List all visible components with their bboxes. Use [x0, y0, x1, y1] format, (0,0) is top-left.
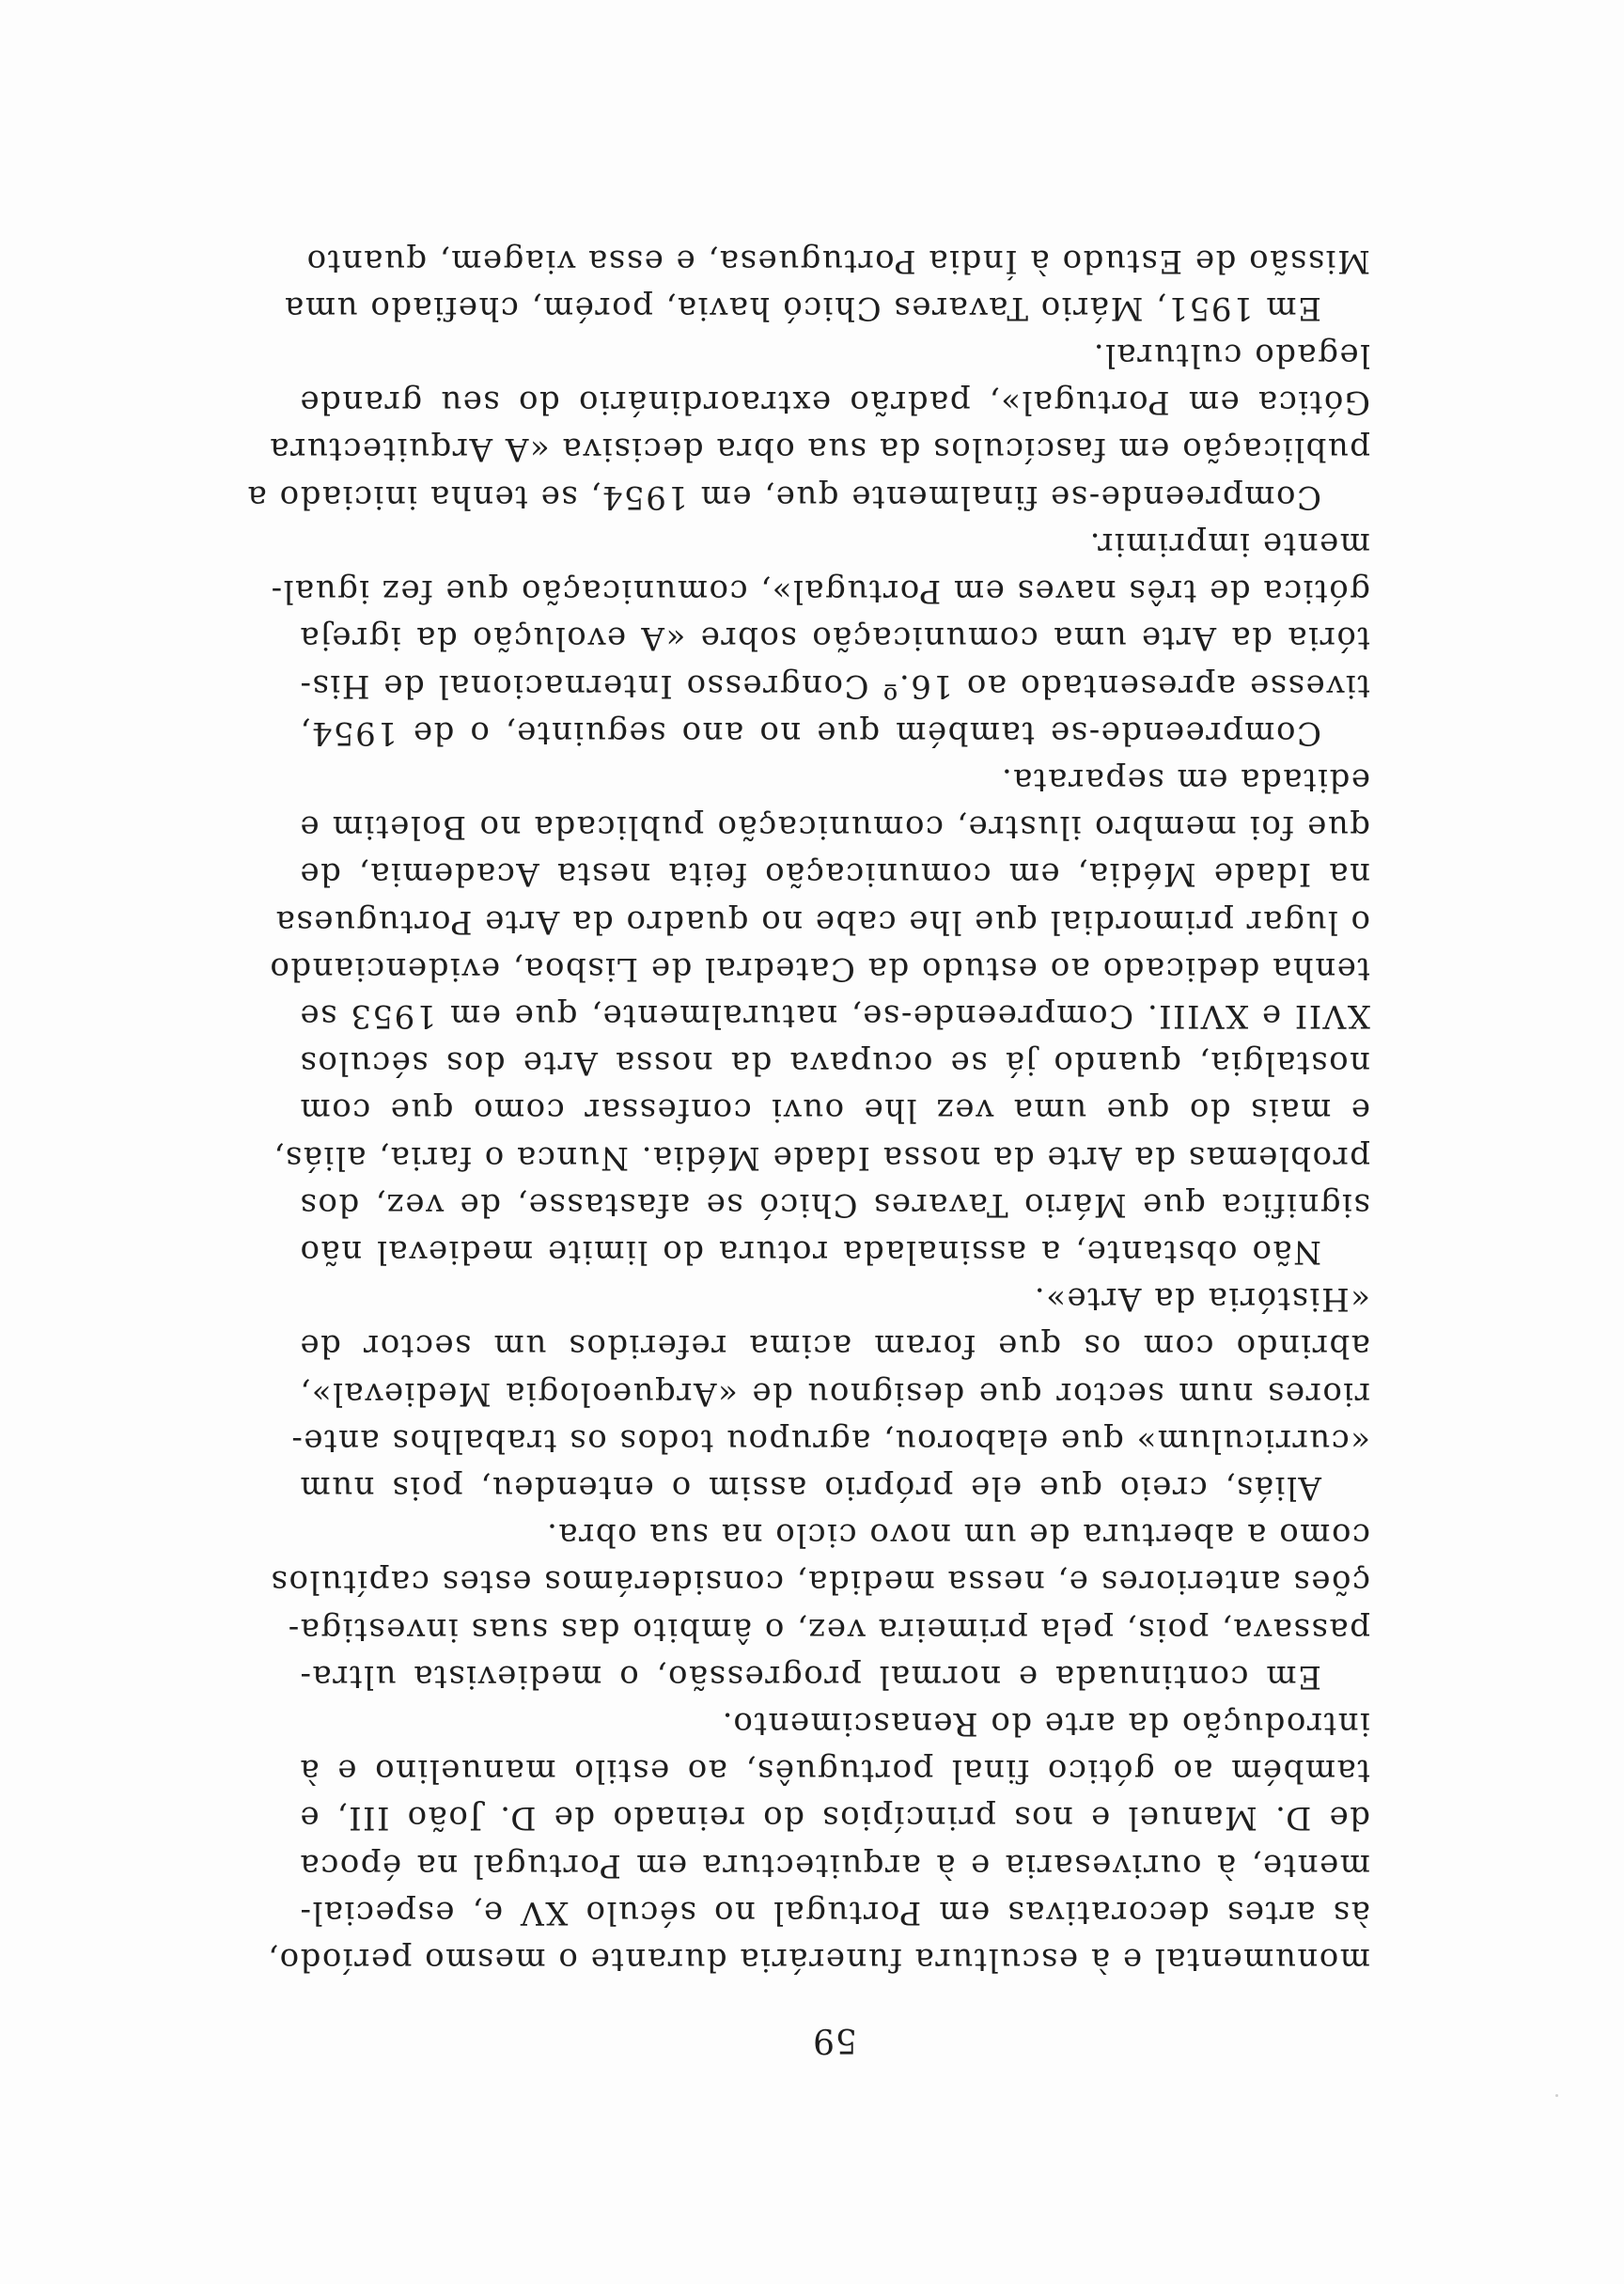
rotated-text-block [246, 242, 1370, 2068]
paragraph [246, 332, 1370, 521]
text-line: Não obstante, a assinalada rotura do limite medieval não [299, 1232, 1321, 1271]
paragraph [270, 1511, 1370, 1700]
text-line: Aliás, creio que ele próprio assim o entendeu, pois num [299, 1468, 1321, 1507]
text-line: legado cultural. [1092, 336, 1370, 375]
text-line: «curriculum» que elaborou, agrupou todos os trabalhos ante- [289, 1421, 1370, 1460]
text-line: ções anteriores e, nessa medida, considerámos estes capítulos [270, 1563, 1370, 1602]
text-line: significa que Mário Tavares Chicó se afastasse, de vez, dos [299, 1185, 1370, 1224]
text-line: também ao gótico final português, ao estilo manuelino e à [299, 1752, 1370, 1791]
paragraph [289, 1275, 1370, 1511]
text-line: abrindo com os que foram acima referidos um sector de [299, 1327, 1370, 1366]
text-line: monumental e à escultura funerária durante o mesmo período, [266, 1941, 1370, 1979]
text-line: Compreende-se finalmente que, em 1954, se tenha iniciado a [246, 477, 1321, 516]
text-line: gótica de três naves em Portugal», comunicação que fez igual- [270, 572, 1370, 611]
text-line: passava, pois, pela primeira vez, o âmbito das suas investiga- [287, 1610, 1370, 1649]
paragraph [283, 237, 1370, 331]
text-line: introdução da arte do Renascimento. [721, 1704, 1370, 1743]
text-line: Gótica em Portugal», padrão extraordinário do seu grande [299, 383, 1370, 422]
text-line: Em 1951, Mário Tavares Chicó havia, porém, chefiado uma [283, 289, 1321, 327]
text-line: tória da Arte uma comunicação sobre «A evolução da igreja [299, 619, 1370, 658]
text-line: mente imprimir. [1088, 524, 1370, 563]
text-line: nostalgia, quando já se ocupava da nossa Arte dos séculos [299, 1044, 1370, 1083]
text-line: o lugar primordial que lhe cabe no quadro da Arte Portuguesa [274, 902, 1370, 941]
scan-speck [1555, 2094, 1558, 2097]
text-line: na Idade Média, em comunicação feita nesta Academia, de [299, 855, 1370, 894]
text-line: às artes decorativas em Portugal no século XV e, especial- [299, 1893, 1370, 1932]
paragraph [270, 521, 1370, 757]
text-line: Em continuada e normal progressão, o medievista ultra- [299, 1657, 1321, 1696]
text-line: mente, à ourivesaria e à arquitectura em Portugal na época [299, 1846, 1370, 1885]
text-line: riores num sector que designou de «Arqueologia Medieval», [299, 1374, 1370, 1413]
text-line: «História da Arte». [1033, 1280, 1370, 1319]
paragraph [268, 757, 1370, 1275]
text-line: que foi membro ilustre, comunicação publicada no Boletim e [299, 808, 1370, 847]
text-line: Missão de Estudo à Índia Portuguesa, e essa viagem, quanto [305, 242, 1370, 280]
text-line: tenha dedicado ao estudo da Catedral de Lisboa, evidenciando [268, 949, 1370, 988]
text-line: de D. Manuel e nos princípios do reinado de D. João III, e [299, 1799, 1370, 1838]
text-line: tivesse apresentado ao 16.º Congresso Internacional de His- [299, 666, 1370, 705]
text-line: Compreende-se também que no ano seguinte, o de 1954, [299, 713, 1321, 752]
text-line: editada em separata. [1000, 760, 1370, 799]
text-line: problemas da Arte da nossa Idade Média. Nunca o faria, aliás, [273, 1138, 1370, 1177]
paragraph [266, 1700, 1370, 1983]
page-number: 59 [812, 2021, 857, 2059]
text-line: XVII e XVIII. Compreende-se, naturalmente, que em 1953 se [299, 996, 1370, 1035]
text-line: publicação em fascículos da sua obra decisiva «A Arquitectura [268, 430, 1370, 469]
text-line: e mais do que uma vez lhe ouvi confessar como que com [299, 1091, 1370, 1130]
body-text [246, 237, 1370, 1983]
text-line: como a abertura de um novo ciclo na sua obra. [545, 1516, 1370, 1555]
